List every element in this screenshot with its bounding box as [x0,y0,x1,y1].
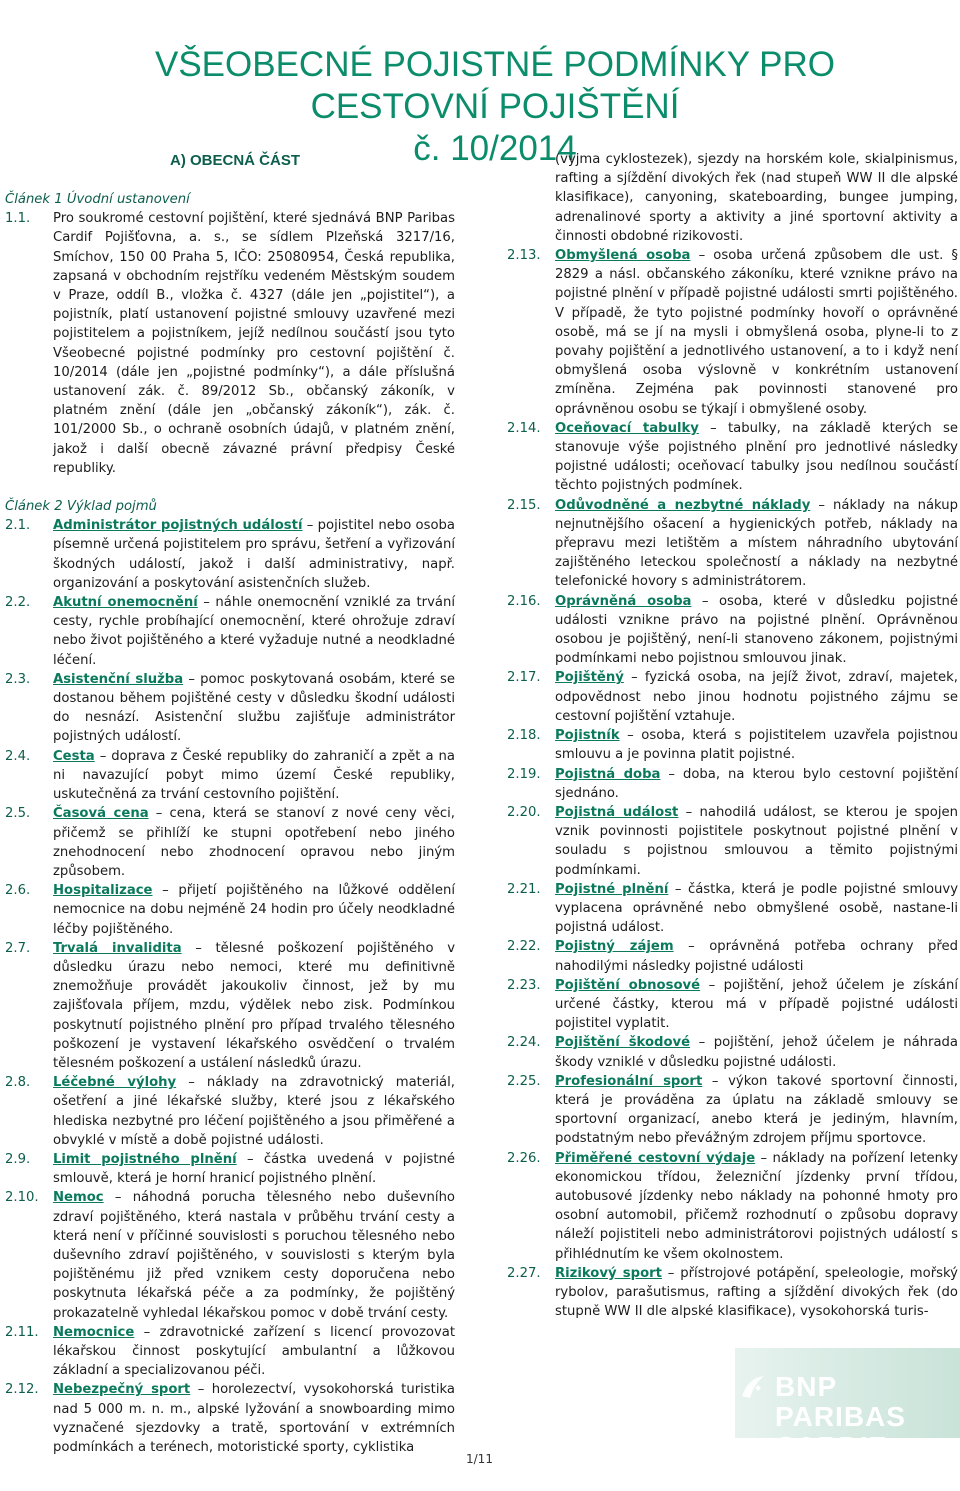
definition-text: – doprava z České republiky do zahraničí a zpět a na ni navazující pobyt mimo území České republiky, uskutečněná za trvání cestovního pojištění. [53,748,455,803]
definition-item [5,747,455,805]
clause-text [555,1264,958,1322]
clause-number: 2.25. [507,1073,541,1089]
definition-text: – náklady na nákup nejnutnějšího ošacení a hygienických potřeb, náklady na přepravu mezi letištěm a místem náhradního ubytování zajištěného leteckou společností a náklady na nezbytné telefonické hovory s administrátorem. [555,497,958,590]
defined-term: Obmyšlená osoba [555,248,691,264]
definition-item [507,592,958,669]
definition-item [5,593,455,670]
clause-number: 2.19. [507,766,541,782]
clause-text [53,1380,455,1457]
definition-text: – pojištění, jehož účelem je náhrada škody vzniklé v důsledku pojistné události. [555,1035,958,1070]
clause-number: 2.9. [5,1151,31,1167]
clause-text [555,496,958,592]
definition-item [507,880,958,938]
definition-text: – doba, na kterou bylo cestovní pojištění sjednáno. [555,766,958,801]
clause-number: 2.23. [507,977,541,993]
clause-text [555,937,958,975]
definition-text: – částka uvedená v pojistné smlouvě, která je horní hranicí pojistného plnění. [53,1151,455,1187]
bnp-stars-icon [738,1372,768,1402]
clause-text [555,880,958,938]
definition-item [5,1380,455,1457]
definition-item [5,670,455,747]
clause-text [555,592,958,669]
clause-number: 2.11. [5,1324,39,1340]
clause-text: (vyjma cyklostezek), sjezdy na horském kole, skialpinismus, rafting a sjíždění divokých řek (nad stupeň WW II dle alpské klasifikace), canyoning, skateboarding, bungee jumping, adrenalinové sporty a aktivity a jiné sportovní aktivity a činnosti obdobné rizikovosti. [555,152,958,244]
clause-number: 2.12. [5,1382,39,1398]
left-column [5,190,455,1457]
definition-item [507,937,958,975]
definition-text: – pojistitel nebo osoba písemně určená pojistitelem pro správu, šetření a vyřizování škodných událostí, jakož i další administrativy, např. organizování a poskytování asistenčních služeb. [53,518,456,591]
defined-term: Oceňovací tabulky [555,420,699,436]
defined-term: Rizikový sport [555,1265,662,1281]
definition-item [5,1073,455,1150]
defined-term: Asistenční služba [53,671,184,687]
defined-term: Léčebné výlohy [53,1075,177,1091]
defined-term: Akutní onemocnění [53,595,198,611]
clause-number: 2.17. [507,670,541,686]
clause-number: 2.14. [507,420,541,436]
spacer [5,478,455,497]
defined-term: Pojistná doba [555,766,661,782]
clause-text [555,765,958,803]
definition-text: – přijetí pojištěného na lůžkové oddělení nemocnice na dobu nejméně 24 hodin pro účely neodkladné léčby pojištěného. [53,883,455,937]
clause-number: 2.2. [5,595,31,611]
definition-text: – tělesné poškození pojištěného v důsledku úrazu nebo nemoci, které mu definitivně znemožňuje provádět jakoukoliv činnost, jež by mu zajišťovala příjem, mzdu, výdělek nebo zisk. Podmínkou poskytnutí pojistného plnění pro případ trvalého tělesného poškození je vystavení lékařského osvědčení o trvalém tělesném poškození a ustálení následků úrazu. [53,940,455,1071]
definition-item [507,496,958,592]
clause-text [555,1072,958,1149]
clause-text [555,246,958,419]
clause-number: 2.7. [5,940,31,956]
defined-term: Cesta [53,748,95,764]
definition-text: – horolezectví, vysokohorská turistika nad 5 000 m. n. m., alpské lyžování a snowboarding mimo vyznačené sjezdovky a tratě, sportování v extrémních podmínkách a terénech, motoristické sporty, cyklistika [53,1382,455,1455]
clause-number: 1.1. [5,211,31,227]
definition-item [507,976,958,1034]
clause-number: 2.24. [507,1035,541,1051]
definition-item [507,246,958,419]
defined-term: Časová cena [53,806,149,822]
clause-text [53,593,455,670]
definition-item [507,765,958,803]
defined-term: Pojistná událost [555,804,679,820]
company-logo [775,1372,960,1462]
definition-text: – cena, která se stanoví z nové ceny věci, přičemž se přihlíží ke stupni opotřebení nebo jiného znehodnocení nebo zhodnocení opravou nebo jiným způsobem. [53,806,455,879]
clause-text [53,1323,455,1381]
clause-text [555,1149,958,1264]
clause-number: 2.6. [5,883,31,899]
definition-text: – osoba, která s pojistitelem uzavřela pojistnou smlouvu a je povinna platit pojistné. [555,728,958,763]
clause-1-1 [5,209,455,478]
definition-item [5,939,455,1073]
logo-line-2: CARDIF [775,1431,887,1462]
clause-text [53,881,455,939]
definition-text: – náklady na pořízení letenky ekonomickou třídou, železniční jízdenky první třídou, autobusové jízdenky nebo náklady na pohonné hmoty pro osobní automobil, přičemž rozhodnutí o způsobu dopravy náleží pojistiteli nebo administrátorovi pojistných událostí s přihlédnutím ke všem okolnostem. [555,1150,959,1262]
clause-text [53,516,455,593]
clause-number: 2.10. [5,1190,39,1206]
clause-number: 2.15. [507,497,541,513]
definition-text: – částka, která je podle pojistné smlouvy vyplacena oprávněné nebo obmyšlené osobě, nastane-li pojistná událost. [555,881,958,936]
clause-text [53,747,455,805]
definition-item [507,726,958,764]
definition-text: – osoba určená způsobem dle ust. § 2829 a násl. občanského zákoníku, které vznikne právo na pojistné plnění v případě pojistné události smrti pojištěného. V případě, že tyto pojistné podmínky hovoří o oprávněné osobě, má se jí na mysli i obmyšlená osoba, plyne-li to z povahy pojištění a jednotlivého ustanovení, a to i když není obmyšlená osoba výslovně v konkrétním ustanovení zmíněna. Zejména pak povinnosti stanovené pro oprávněnou osobu se týkají i obmyšlené osoby. [555,248,958,417]
defined-term: Pojištěný [555,670,624,686]
clause-number: 2.4. [5,748,31,764]
defined-term: Nemoc [53,1190,104,1206]
definition-item [507,1033,958,1071]
definition-item [5,1188,455,1322]
clause-number: 2.5. [5,806,31,822]
defined-term: Limit pojistného plnění [53,1151,237,1167]
definition-item [507,1264,958,1322]
definition-text: – výkon takové sportovní činnosti, která je prováděna za úplatu na základě smlouvy se sportovní organizací, anebo která je jediným, hlavním, podstatným nebo převážným zdrojem příjmu sportovce. [555,1073,958,1147]
title-line-2: č. 10/2014 [413,129,577,168]
definition-text: – náklady na zdravotnický materiál, ošetření a jiné lékařské služby, které jsou z lékařského hlediska nezbytné pro léčení pojištěného a jsou přiměřené a obvyklé v místě a době pojistné události. [53,1075,455,1148]
defined-term: Pojistný zájem [555,939,674,955]
logo-line-1: BNP PARIBAS [775,1371,906,1432]
clause-number: 2.13. [507,248,541,264]
clause-number: 2.18. [507,728,541,744]
clause-number: 2.3. [5,671,31,687]
defined-term: Pojistník [555,728,620,744]
clause-number: 2.8. [5,1075,31,1091]
defined-term: Odůvodněné a nezbytné náklady [555,497,811,513]
definition-text: – tabulky, na základě kterých se stanovuje výše pojistného plnění pro jednotlivé následky pojistné události; oceňovací tabulky jsou nedílnou součástí těchto pojistných podmínek. [555,420,958,494]
clause-text [53,1073,455,1150]
defined-term: Pojištění obnosové [555,977,701,993]
definition-text: – přístrojové potápění, speleologie, mořský rybolov, parašutismus, rafting a sjíždění divokých řek (do stupně WW II dle alpské klasifikace), vysokohorská turis- [555,1265,958,1320]
clause-number: 2.27. [507,1265,541,1281]
clause-text [53,1188,455,1322]
clause-text [53,670,455,747]
definition-list-left [5,516,455,1457]
clause-text [53,939,455,1073]
clause-number: 2.21. [507,881,541,897]
definition-item [507,668,958,726]
clause-number: 2.26. [507,1150,541,1166]
title-line-1: VŠEOBECNÉ POJISTNÉ PODMÍNKY PRO CESTOVNÍ POJIŠTĚNÍ [154,45,836,126]
definition-text: – oprávněná potřeba ochrany před nahodilými následky pojistné události [555,939,958,974]
right-column [507,150,958,1321]
section-title: A) OBECNÁ ČÁST [170,152,300,169]
defined-term: Oprávněná osoba [555,593,692,609]
clause-number: 2.22. [507,939,541,955]
clause-text [555,668,958,726]
defined-term: Profesionální sport [555,1073,703,1089]
definition-text: – osoba, které v důsledku pojistné události vznikne právo na pojistné plnění. Oprávněnou osobou je pojištěný, není-li stanoveno zákonem, pojistnými podmínkami nebo pojistnou smlouvou jinak. [555,593,959,667]
clause-number: 2.16. [507,593,541,609]
defined-term: Nemocnice [53,1324,135,1340]
definition-text: – náhle onemocnění vzniklé za trvání cesty, rychle probíhající onemocnění, které ohrožuje zdraví nebo život pojištěného a které vyžaduje nutné a neodkladné léčení. [53,595,455,668]
definition-item [5,881,455,939]
definition-item [5,1150,455,1188]
article-2-heading: Článek 2 Výklad pojmů [5,499,157,515]
clause-number: 2.1. [5,518,31,534]
definition-item [507,1149,958,1264]
clause-text [555,976,958,1034]
definition-item [507,1072,958,1149]
defined-term: Trvalá invalidita [53,940,182,956]
definition-item [5,1323,455,1381]
page-number: 1/11 [466,1452,493,1466]
definition-text: – zdravotnické zařízení s licencí provozovat lékařskou činnost poskytující ambulantní a lůžkovou základní a specializovanou péči. [53,1324,455,1379]
clause-text [53,804,455,881]
clause-text [555,726,958,764]
definition-text: – fyzická osoba, na jejíž život, zdraví, majetek, odpovědnost nebo jinou hodnotu pojistného zájmu se cestovní pojištění vztahuje. [555,670,958,724]
clause-text [555,1033,958,1071]
defined-term: Pojistné plnění [555,881,669,897]
defined-term: Administrátor pojistných událostí [53,518,303,534]
definition-item [507,419,958,496]
clause-number-empty [507,150,555,246]
clause-text [555,419,958,496]
definition-text: – pojištění, jehož účelem je získání určené částky, kterou má v případě pojistné události pojistitel vyplatit. [555,977,958,1032]
clause-text [555,803,958,880]
defined-term: Hospitalizace [53,883,153,899]
article-1-heading: Článek 1 Úvodní ustanovení [5,192,190,207]
clause-number: 2.20. [507,804,541,820]
definition-item [5,804,455,881]
definition-text: – nahodilá událost, se kterou je spojen vznik povinnosti pojistitele poskytnout pojistné plnění v souladu s pojistnou smlouvou a těmito pojistnými podmínkami. [555,804,959,878]
clause-text: Pro soukromé cestovní pojištění, které sjednává BNP Paribas Cardif Pojišťovna, a. s., se sídlem Plzeňská 3217/16, Smíchov, 150 00 Praha 5, IČO: 25080954, Česká republika, zapsaná v obchodním rejstříku vedeném Městským soudem v Praze, oddíl B., vložka č. 4327 (dále jen „pojistitel“), a pojistník, platí ustanovení pojistné smlouvy uzavřené mezi pojistitelem a pojistníkem, jejíž nedílnou součástí jsou tyto Všeobecné pojistné podmínky pro cestovní pojištění č. 10/2014 (dále jen „pojistné podmínky“), a dále příslušná ustanovení zák. č. 89/2012 Sb., občanský zákoník, v platném znění (dále jen „občanský zákoník“), zák. č. 101/2000 Sb., o ochraně osobních údajů, v platném znění, jakož i další obecně závazné právní předpisy České republiky. [53,211,455,476]
defined-term: Pojištění škodové [555,1035,691,1051]
defined-term: Přiměřené cestovní výdaje [555,1150,756,1166]
definition-text: – pomoc poskytovaná osobám, které se dostanou během pojištěné cesty v důsledku škodní události do nesnází. Asistenční službu zajišťuje administrátor pojistných událostí. [53,671,455,745]
clause-continuation [507,150,958,246]
defined-term: Nebezpečný sport [53,1382,191,1398]
definition-item [507,803,958,880]
clause-text [53,1150,455,1188]
definition-list-right [507,246,958,1321]
definition-item [5,516,455,593]
definition-text: – náhodná porucha tělesného nebo duševního zdraví pojištěného, která nastala v průběhu trvání cesty a která není v příčinné souvislosti s poruchou tělesného nebo duševního zdraví pojištěného, v souvislosti s kterým byla pojištěnému již před vznikem cesty doporučena nebo poskytnuta lékařská péče a za podmínky, že pojištěný prokazatelně vyhledal lékařskou pomoc v době trvání cesty. [53,1190,455,1321]
